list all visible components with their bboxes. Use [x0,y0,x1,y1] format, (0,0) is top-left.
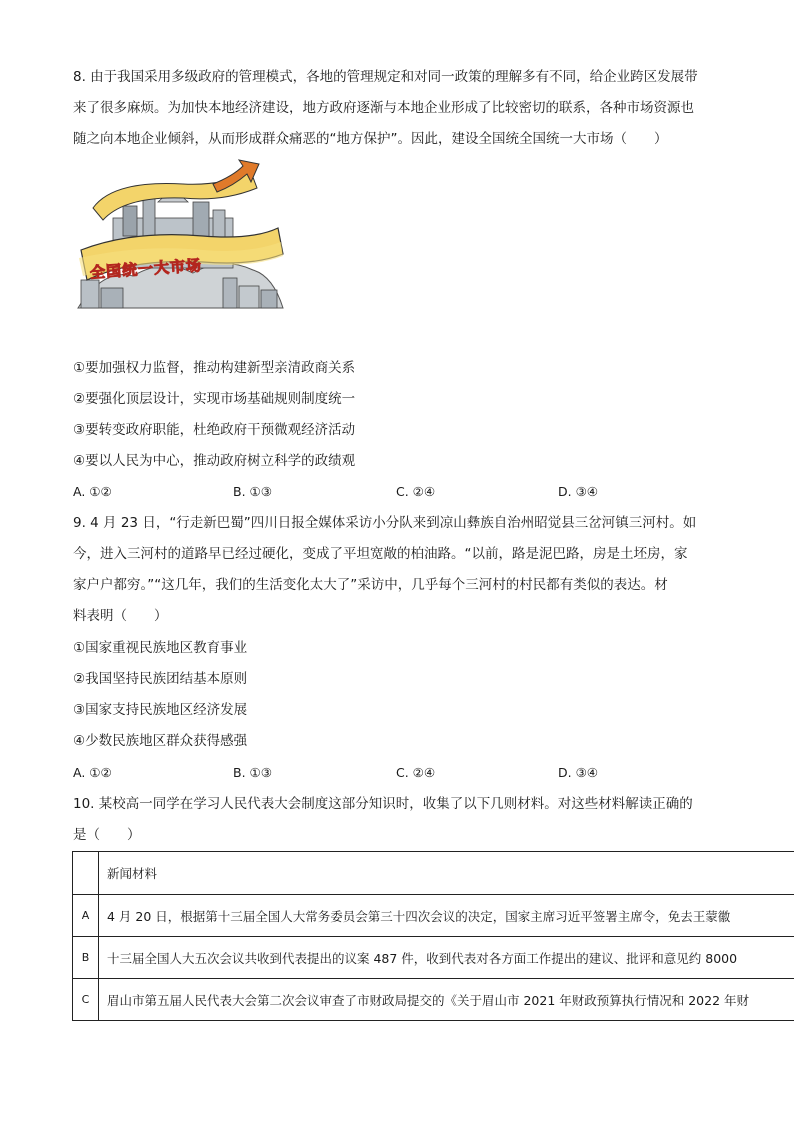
q8-statement-1: ①要加强权力监督，推动构建新型亲清政商关系 [73,360,356,376]
table-header-cell: 新闻材料 [99,852,794,895]
row-label: A [73,895,99,937]
q10-stem-line-1: 10. 某校高一同学在学习人民代表大会制度这部分知识时，收集了以下几则材料。对这些材料解读正确的 [73,796,693,812]
row-text: 4 月 20 日，根据第十三届全国人大常务委员会第三十四次会议的决定，国家主席习近平签署主席令，免去王蒙徽 [99,895,794,937]
table-row [73,937,794,979]
q8-option-a[interactable]: A. ①② [73,484,112,499]
q9-stem-line-4: 料表明（ ） [73,608,168,624]
q8-option-c[interactable]: C. ②④ [396,484,436,499]
q9-statement-2: ②我国坚持民族团结基本原则 [73,671,248,687]
q9-statement-1: ①国家重视民族地区教育事业 [73,640,248,656]
row-text: 十三届全国人大五次会议共收到代表提出的议案 487 件，收到代表对各方面工作提出的建议、批评和意见约 8000 [99,937,794,979]
q9-stem-line-1: 9. 4 月 23 日，“行走新巴蜀”四川日报全媒体采访小分队来到凉山彝族自治州昭觉县三岔河镇三河村。如 [73,515,697,531]
q8-statement-3: ③要转变政府职能，杜绝政府干预微观经济活动 [73,422,356,438]
q8-stem-line-2: 来了很多麻烦。为加快本地经济建设，地方政府逐渐与本地企业形成了比较密切的联系，各种市场资源也 [73,100,694,116]
q9-statement-3: ③国家支持民族地区经济发展 [73,702,248,718]
q8-option-d[interactable]: D. ③④ [558,484,598,499]
illustration-banner-text: 全国统一大市场 [89,256,203,282]
row-label: B [73,937,99,979]
q9-option-b[interactable]: B. ①③ [233,765,272,780]
q9-stem-line-2: 今，进入三河村的道路早已经过硬化，变成了平坦宽敞的柏油路。“以前，路是泥巴路，房是土坯房，家 [73,546,688,562]
q10-stem-line-2: 是（ ） [73,827,141,843]
news-materials-table [72,851,794,1021]
q8-statement-2: ②要强化顶层设计，实现市场基础规则制度统一 [73,391,356,407]
row-text: 眉山市第五届人民代表大会第二次会议审查了市财政局提交的《关于眉山市 2021 年财政预算执行情况和 2022 年财 [99,979,794,1021]
table-header-row [73,852,794,895]
q9-option-c[interactable]: C. ②④ [396,765,436,780]
q9-stem-line-3: 家户户都穷。”“这几年，我们的生活变化太大了”采访中，几乎每个三河村的村民都有类似的表达。材 [73,577,668,593]
table-row [73,895,794,937]
row-label: C [73,979,99,1021]
q8-statement-4: ④要以人民为中心，推动政府树立科学的政绩观 [73,453,356,469]
q9-option-d[interactable]: D. ③④ [558,765,598,780]
q9-statement-4: ④少数民族地区群众获得感强 [73,733,248,749]
q9-option-a[interactable]: A. ①② [73,765,112,780]
table-header-label-cell [73,852,99,895]
q8-stem-line-3: 随之向本地企业倾斜，从而形成群众痛恶的“地方保护”。因此，建设全国统全国统一大市场（ ） [73,131,668,147]
q8-option-b[interactable]: B. ①③ [233,484,272,499]
table-row [73,979,794,1021]
unified-market-illustration [73,158,285,318]
q8-stem-line-1: 8. 由于我国采用多级政府的管理模式，各地的管理规定和对同一政策的理解多有不同，给企业跨区发展带 [73,69,698,85]
